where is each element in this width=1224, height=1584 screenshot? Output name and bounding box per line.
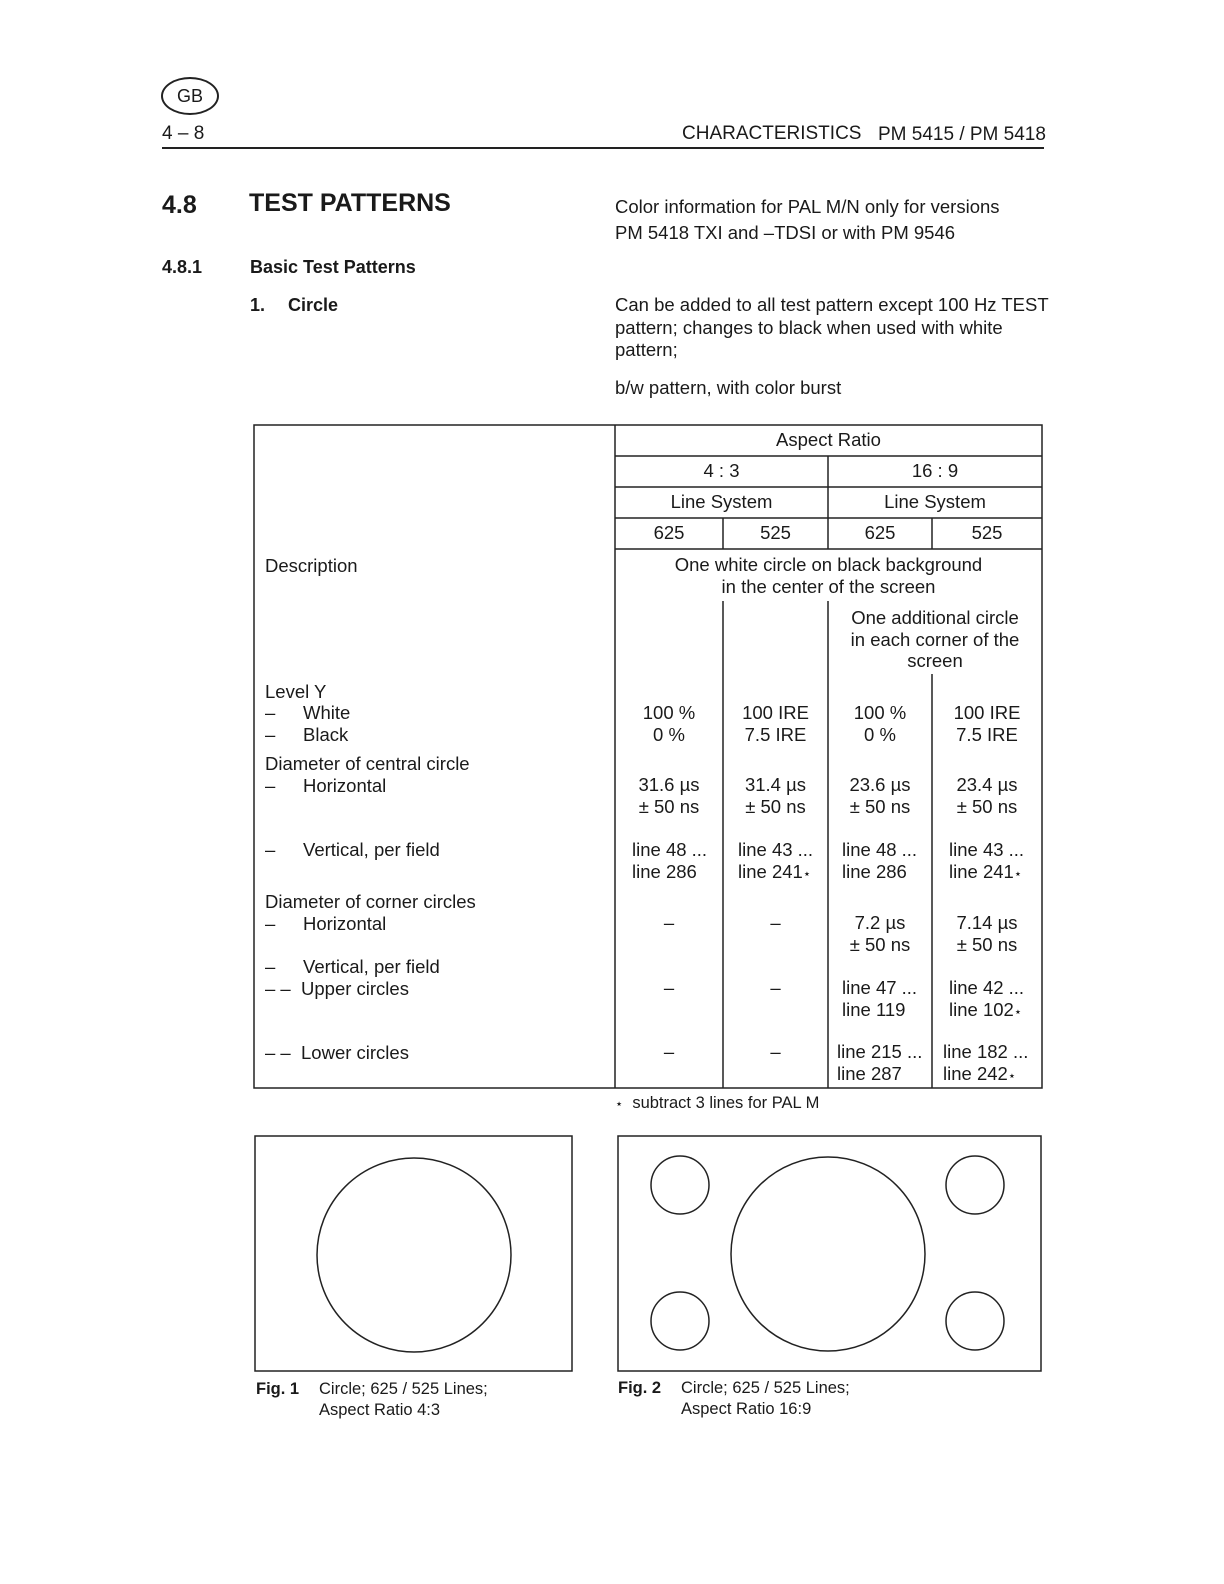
line-system-16-9: Line System — [884, 491, 986, 512]
fig1-caption-line: Aspect Ratio 4:3 — [319, 1401, 441, 1419]
value-tolerance: ± 50 ns — [849, 933, 911, 955]
value-black: 7.5 IRE — [956, 723, 1018, 745]
col-525-16-9: 525 — [971, 522, 1003, 543]
value-central-v: line 43 ... — [949, 839, 1025, 860]
value-tolerance: ± 50 ns — [956, 795, 1018, 817]
value-upper: – — [663, 977, 675, 998]
value-black: 0 % — [653, 723, 685, 745]
row-label-text: Horizontal — [303, 913, 387, 934]
star-marker: ⋆ — [1007, 1067, 1016, 1083]
value-white: 100 IRE — [742, 702, 809, 723]
fig1-caption-text — [319, 1379, 488, 1421]
row-label-upper — [265, 978, 409, 1000]
value-white: 100 % — [853, 702, 907, 723]
value-lower: line 182 ... — [943, 1041, 1029, 1062]
col-625-16-9: 625 — [864, 522, 896, 543]
row-label-corner-horizontal — [265, 913, 386, 935]
dash: – — [265, 775, 276, 796]
value-central-v: line 48 ... — [842, 839, 918, 860]
color-info-line: Color information for PAL M/N only for versions — [615, 196, 1000, 217]
value-upper: line 42 ... — [949, 977, 1025, 998]
description-line: One white circle on black background — [674, 554, 983, 575]
double-dash: – – — [265, 1042, 291, 1063]
figure-2-diagram — [617, 1135, 1043, 1373]
figure-1-diagram — [254, 1135, 574, 1373]
row-label-text: Horizontal — [303, 775, 387, 796]
row-label-corner-vertical — [265, 956, 440, 978]
value-lower: line 242 — [943, 1062, 1008, 1084]
value-cell — [842, 977, 917, 1020]
section-number: 4.8 — [162, 191, 197, 219]
value-cell — [943, 1041, 1028, 1086]
additional-circle-text — [828, 607, 1042, 672]
item-title: Circle — [288, 295, 339, 315]
row-label-white — [265, 702, 350, 724]
value-central-v: line 48 ... — [632, 839, 708, 860]
fig1-label: Fig. 1 — [256, 1380, 300, 1398]
value-upper-starred — [949, 999, 1024, 1023]
value-white: 100 % — [642, 702, 696, 723]
fig2-caption-line: Aspect Ratio 16:9 — [681, 1400, 812, 1418]
added-note-line: Can be added to all test pattern except 100 Hz TEST — [615, 294, 1049, 315]
star-marker: ⋆ — [615, 1096, 624, 1111]
value-upper: – — [770, 977, 781, 998]
dash: – — [265, 839, 276, 860]
value-tolerance: ± 50 ns — [745, 795, 806, 817]
value-upper: line 47 ... — [842, 977, 918, 998]
value-central-h: 31.4 µs — [744, 774, 807, 795]
value-central-h: 23.4 µs — [956, 774, 1018, 795]
value-central-h: 31.6 µs — [638, 774, 700, 795]
row-label-black — [265, 724, 348, 746]
value-cell — [632, 839, 707, 882]
dash: – — [265, 913, 276, 934]
additional-line: screen — [907, 650, 963, 671]
row-label-text: Black — [303, 724, 349, 745]
section-header: CHARACTERISTICS — [682, 123, 862, 144]
row-label-text: Vertical, per field — [303, 839, 440, 860]
gb-badge: GB — [161, 77, 219, 115]
fig2-caption — [618, 1378, 661, 1399]
row-label-diam-corner: Diameter of corner circles — [265, 891, 476, 912]
added-note-line: pattern; changes to black when used with white — [615, 316, 1003, 338]
star-marker: ⋆ — [1013, 1003, 1022, 1019]
fig2-caption-line: Circle; 625 / 525 Lines; — [681, 1379, 850, 1397]
value-central-v-starred — [949, 861, 1024, 885]
value-central-v: line 286 — [632, 860, 697, 882]
value-cell — [615, 702, 723, 745]
value-central-v-starred — [738, 861, 813, 885]
star-marker: ⋆ — [802, 865, 811, 881]
row-label-lower — [265, 1042, 409, 1064]
model-header: PM 5415 / PM 5418 — [878, 124, 1046, 145]
section-title: TEST PATTERNS — [249, 189, 451, 217]
description-label: Description — [265, 555, 358, 576]
fig2-caption-text — [681, 1378, 850, 1420]
row-label-level-y: Level Y — [265, 681, 327, 702]
value-central-v: line 43 ... — [738, 839, 814, 860]
value-upper: line 102 — [949, 998, 1014, 1020]
value-lower: line 287 — [837, 1062, 902, 1084]
additional-line: One additional circle — [851, 607, 1019, 628]
row-label-central-horizontal — [265, 775, 386, 797]
value-cell — [837, 1041, 922, 1084]
value-central-v: line 286 — [842, 860, 907, 882]
value-cell — [828, 912, 932, 955]
ratio-4-3: 4 : 3 — [703, 460, 740, 481]
item-number: 1. — [250, 295, 266, 315]
dash: – — [265, 702, 276, 723]
value-cell — [932, 912, 1042, 955]
value-lower: line 215 ... — [837, 1041, 923, 1062]
value-central-v: line 241 — [738, 860, 803, 882]
value-corner-h: 7.14 µs — [956, 912, 1018, 933]
row-label-text: Upper circles — [301, 978, 409, 999]
value-cell — [932, 774, 1042, 817]
value-corner-h: 7.2 µs — [854, 912, 906, 933]
value-tolerance: ± 50 ns — [638, 795, 700, 817]
value-upper: line 119 — [842, 998, 906, 1020]
fig1-caption-line: Circle; 625 / 525 Lines; — [319, 1380, 488, 1398]
value-cell — [842, 839, 917, 882]
ratio-16-9: 16 : 9 — [911, 460, 959, 481]
subsection-number: 4.8.1 — [162, 257, 203, 277]
value-lower: – — [770, 1041, 781, 1062]
fig2-label: Fig. 2 — [618, 1379, 662, 1397]
dash: – — [265, 724, 276, 745]
value-black: 7.5 IRE — [744, 723, 807, 745]
added-note-line: pattern; — [615, 339, 678, 360]
dash: – — [265, 956, 276, 977]
value-tolerance: ± 50 ns — [956, 933, 1018, 955]
col-625-4-3: 625 — [653, 522, 685, 543]
value-lower-starred — [943, 1063, 1028, 1087]
value-cell — [723, 774, 828, 817]
bw-note: b/w pattern, with color burst — [615, 377, 842, 398]
value-corner-h: – — [663, 912, 675, 933]
description-text — [615, 554, 1042, 597]
fig1-frame — [255, 1136, 572, 1371]
fig1-caption — [256, 1379, 299, 1400]
value-central-v: line 241 — [949, 860, 1014, 882]
row-label-text: Lower circles — [301, 1042, 409, 1063]
value-cell — [738, 839, 813, 884]
value-cell — [615, 774, 723, 817]
value-cell — [949, 977, 1024, 1022]
value-cell — [828, 774, 932, 817]
color-info-line: PM 5418 TXI and –TDSI or with PM 9546 — [615, 221, 956, 243]
fig2-frame — [618, 1136, 1041, 1371]
value-corner-h: – — [770, 912, 781, 933]
description-line: in the center of the screen — [721, 575, 936, 597]
row-label-central-vertical — [265, 839, 440, 861]
value-cell — [828, 702, 932, 745]
value-cell — [949, 839, 1024, 884]
footnote-text: subtract 3 lines for PAL M — [632, 1094, 820, 1112]
value-black: 0 % — [864, 723, 896, 745]
double-dash: – – — [265, 978, 291, 999]
value-tolerance: ± 50 ns — [849, 795, 911, 817]
additional-line: in each corner of the — [850, 628, 1020, 650]
row-label-text: Vertical, per field — [303, 956, 440, 977]
row-label-diam-central: Diameter of central circle — [265, 753, 470, 774]
table-footnote — [615, 1094, 819, 1113]
row-label-text: White — [303, 702, 351, 723]
page-number: 4 – 8 — [162, 123, 205, 144]
value-central-h: 23.6 µs — [849, 774, 911, 795]
col-525-4-3: 525 — [760, 522, 791, 543]
line-system-4-3: Line System — [670, 491, 773, 512]
subsection-title: Basic Test Patterns — [250, 257, 416, 277]
value-cell — [932, 702, 1042, 745]
value-lower: – — [663, 1041, 675, 1062]
value-white: 100 IRE — [953, 702, 1021, 723]
aspect-ratio-header: Aspect Ratio — [776, 429, 881, 450]
value-cell — [723, 702, 828, 745]
star-marker: ⋆ — [1013, 865, 1022, 881]
